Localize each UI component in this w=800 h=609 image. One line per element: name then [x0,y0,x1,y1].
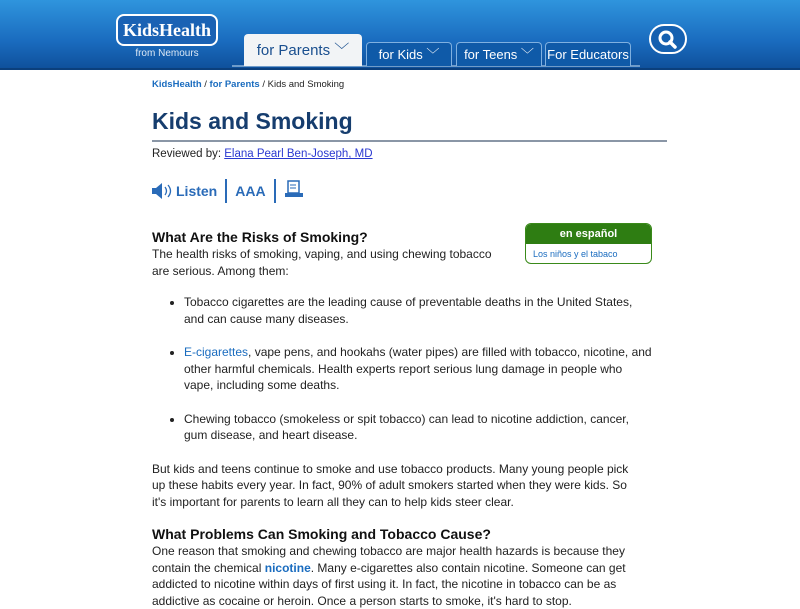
breadcrumb-home[interactable]: KidsHealth [152,79,202,90]
text-size-button[interactable]: AAA [235,183,266,199]
article-body [152,229,652,609]
tab-for-teens[interactable]: for Teens ﹀ [456,42,542,66]
nicotine-link[interactable]: nicotine [264,560,311,575]
list-item: • Tobacco cigarettes are the leading cause of preventable deaths in the United States, and can cause many diseases. [184,294,654,327]
print-icon [284,180,304,198]
tool-separator [225,179,227,203]
list-item: • E-cigarettes, vape pens, and hookahs (water pipes) are filled with tobacco, nicotine, and other harmful chemicals. Health experts report serious lung damage in people who vape, including some deaths. [184,344,654,394]
breadcrumb-section[interactable]: for Parents [209,79,260,90]
tool-separator [274,179,276,203]
section-heading: What Are the Risks of Smoking? [152,229,368,245]
listen-button[interactable]: Listen [152,183,217,199]
speaker-icon [152,183,174,199]
e-cigarettes-link[interactable]: E-cigarettes [184,345,249,359]
logo-subtitle: from Nemours [135,48,199,59]
risks-list [184,294,652,444]
search-button[interactable] [649,24,687,54]
breadcrumb-current: Kids and Smoking [267,79,345,90]
reviewer-link[interactable]: Elana Pearl Ben-Joseph, MD [224,148,373,160]
breadcrumb: KidsHealth / for Parents / Kids and Smoking [152,79,345,90]
page-title: Kids and Smoking [152,108,353,134]
paragraph: The health risks of smoking, vaping, and using chewing tobacco are serious. Among them: [152,247,492,278]
title-divider [152,140,667,142]
spanish-header: en español [526,224,651,244]
search-icon [651,26,685,52]
spanish-link[interactable]: Los niños y el tabaco [533,249,618,259]
tab-for-educators[interactable]: For Educators [545,42,631,66]
list-item: • Chewing tobacco (smokeless or spit tobacco) can lead to nicotine addiction, cancer, gum disease, and heart disease. [184,411,644,444]
tab-for-kids[interactable]: for Kids ﹀ [366,42,452,66]
paragraph: But kids and teens continue to smoke and use tobacco products. Many young people pick up these habits every year. In fact, 90% of adult smokers started when they were kids. So it's important for parents to learn all they can to help kids steer clear. [152,461,629,509]
paragraph: One reason that smoking and chewing tobacco are major health hazards is because they contain the chemical nicotine. Many e-cigarettes also contain nicotine. Someone can get addicted to nicotine within days of first using it. In fact, the nicotine in tobacco can be as addictive as cocaine or heroin. Once a person starts to smoke, it's hard to stop. [152,544,626,608]
tab-for-parents[interactable]: for Parents ﹀ [244,34,362,66]
kidshealth-logo[interactable]: KidsHealth [116,14,218,46]
article-tools [152,178,304,204]
section-heading: What Problems Can Smoking and Tobacco Cause? [152,526,491,542]
print-button[interactable] [284,180,304,203]
site-header [0,0,800,70]
reviewed-by: Reviewed by: Elana Pearl Ben-Joseph, MD [152,148,373,160]
